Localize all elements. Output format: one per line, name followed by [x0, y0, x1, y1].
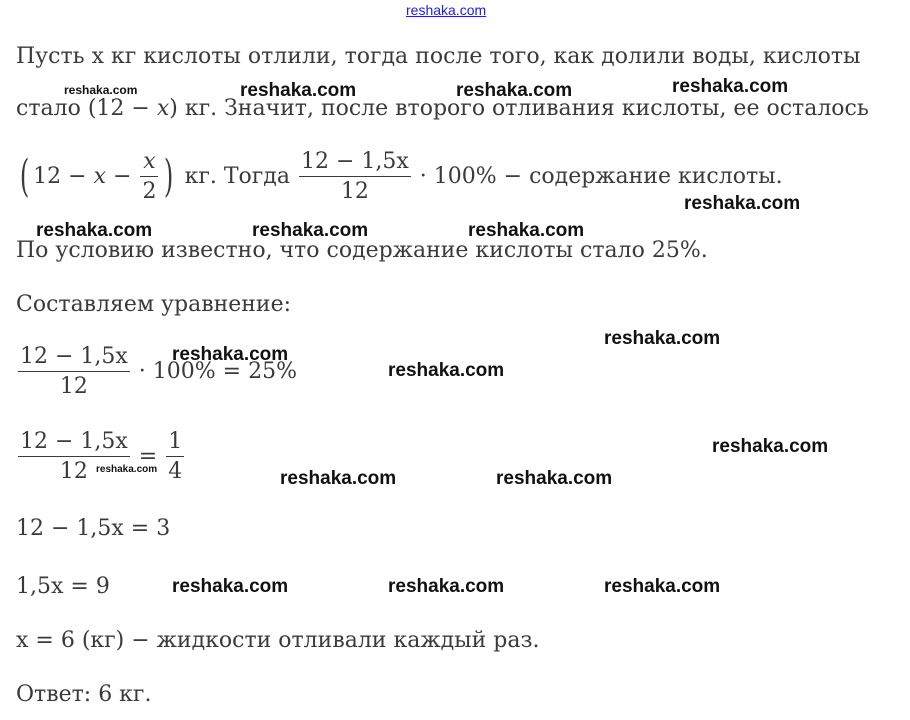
watermark: reshaka.com	[712, 436, 829, 457]
fraction-numerator: 12 − 1,5x	[18, 345, 130, 372]
watermark: reshaka.com	[64, 83, 138, 97]
fraction-numerator: 12 − 1,5x	[299, 150, 411, 177]
site-link[interactable]: reshaka.com	[406, 2, 487, 18]
fraction-numerator: x	[140, 150, 158, 177]
watermark: reshaka.com	[240, 80, 357, 101]
watermark: reshaka.com	[172, 344, 289, 365]
text-line-4: По условию известно, что содержание кислоты стало 25%.	[16, 238, 708, 263]
watermark: reshaka.com	[672, 76, 789, 97]
watermark: reshaka.com	[172, 576, 289, 597]
answer-line: Ответ: 6 кг.	[16, 682, 152, 707]
watermark: reshaka.com	[388, 576, 505, 597]
text-segment: =	[131, 444, 165, 470]
fraction-denominator: 2	[142, 179, 157, 205]
text-segment: ) кг. Значит, после второго отливания кислоты, ее осталось	[169, 96, 869, 121]
watermark: reshaka.com	[280, 468, 397, 489]
fraction-denominator: 12	[59, 459, 88, 485]
equation-4: 1,5x = 9	[16, 574, 110, 599]
fraction-concentration	[299, 150, 411, 204]
text-line-5: Составляем уравнение:	[16, 292, 292, 317]
watermark: reshaka.com	[684, 193, 801, 214]
equation-2	[16, 430, 186, 484]
text-segment: · 100% = 25%	[131, 359, 298, 385]
text-line-1: Пусть x кг кислоты отлили, тогда после того, как долили воды, кислоты	[16, 44, 861, 69]
text-segment: −	[106, 164, 139, 190]
fraction-eq2-left	[18, 430, 130, 484]
watermark: reshaka.com	[604, 576, 721, 597]
math-var: x	[93, 164, 107, 190]
watermark: reshaka.com	[252, 220, 369, 241]
fraction-denominator: 4	[168, 459, 183, 485]
fraction-numerator: 12 − 1,5x	[18, 430, 130, 457]
fraction-numerator: 1	[166, 430, 184, 457]
text-line-2	[16, 98, 869, 120]
watermark: reshaka.com	[388, 360, 505, 381]
text-segment: 12 −	[33, 164, 94, 190]
watermark: reshaka.com	[496, 468, 613, 489]
math-var: x	[156, 96, 170, 121]
watermark: reshaka.com	[604, 328, 721, 349]
fraction-eq1	[18, 345, 130, 399]
text-segment: · 100% − содержание кислоты.	[412, 164, 783, 190]
fraction-eq2-right	[166, 430, 184, 484]
watermark: reshaka.com	[36, 220, 153, 241]
watermark: reshaka.com	[96, 464, 158, 475]
watermark: reshaka.com	[456, 80, 573, 101]
equation-3: 12 − 1,5x = 3	[16, 516, 171, 541]
text-line-3	[16, 150, 783, 204]
fraction-denominator: 12	[59, 374, 88, 400]
equation-5: x = 6 (кг) − жидкости отливали каждый раз.	[16, 628, 540, 653]
watermark: reshaka.com	[468, 220, 585, 241]
text-segment: кг. Тогда	[177, 164, 297, 190]
text-segment: стало (12 −	[16, 96, 157, 121]
fraction-denominator: 12	[340, 179, 369, 205]
fraction-x-over-2	[140, 150, 158, 204]
right-paren: )	[164, 151, 174, 203]
left-paren: (	[19, 151, 30, 203]
